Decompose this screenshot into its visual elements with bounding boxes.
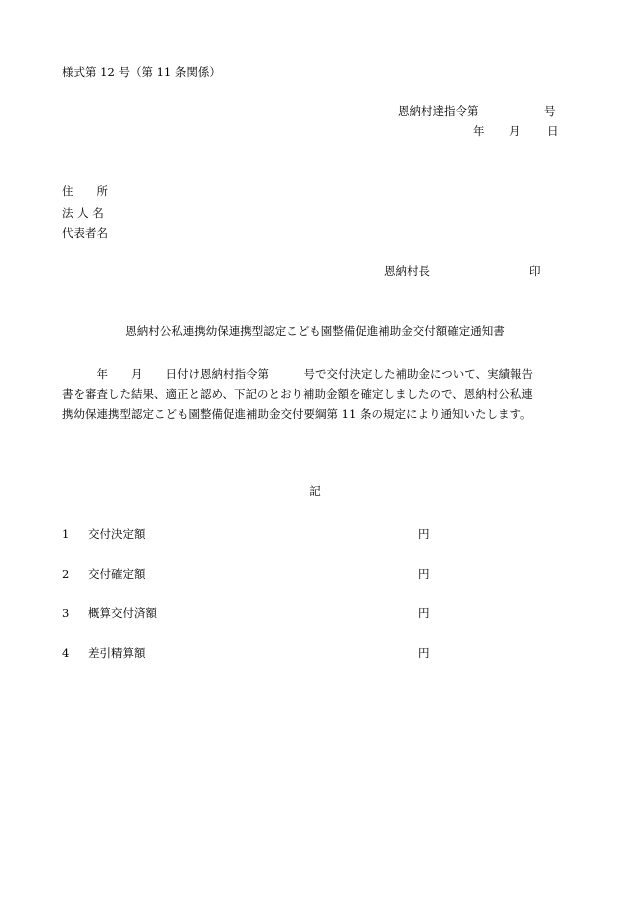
seal-mark: 印	[529, 264, 541, 278]
body-line: 書を審査した結果、適正と認め、下記のとおり補助金額を確定しましたので、恩納村公私連	[62, 387, 533, 401]
body-line: 年 月 日付け恩納村指令第 号で交付決定した補助金について、実績報告	[62, 367, 534, 381]
body-line: 携幼保連携型認定こども園整備促進補助金交付要綱第 11 条の規定により通知いたします。	[62, 407, 532, 421]
addressee-address-label: 住 所	[62, 184, 108, 198]
notice-number-prefix: 恩納村達指令第	[398, 104, 479, 118]
notice-number-suffix: 号	[544, 104, 556, 118]
notice-number-line	[398, 104, 556, 118]
item-unit: 円	[418, 567, 430, 581]
item-label: 概算交付済額	[88, 606, 157, 620]
form-label: 様式第 12 号（第 11 条関係）	[62, 65, 221, 79]
item-number: 4	[62, 646, 70, 660]
item-number: 1	[62, 527, 70, 541]
document-title: 恩納村公私連携幼保連携型認定こども園整備促進補助金交付額確定通知書	[125, 324, 505, 338]
item-unit: 円	[418, 527, 430, 541]
ki-heading: 記	[309, 484, 321, 498]
addressee-representative-label: 代表者名	[62, 226, 108, 240]
item-label: 差引精算額	[88, 646, 146, 660]
date-month-label: 月	[509, 124, 521, 138]
addressee-corporation-label: 法 人 名	[62, 206, 104, 220]
item-label: 交付確定額	[88, 567, 146, 581]
item-number: 2	[62, 567, 70, 581]
body-paragraph	[62, 364, 576, 424]
item-unit: 円	[418, 646, 430, 660]
date-day-label: 日	[547, 124, 559, 138]
item-number: 3	[62, 606, 70, 620]
issuer-title: 恩納村長	[384, 264, 430, 278]
item-unit: 円	[418, 606, 430, 620]
item-label: 交付決定額	[88, 527, 146, 541]
date-year-label: 年	[473, 124, 485, 138]
issuer-line	[384, 264, 541, 278]
